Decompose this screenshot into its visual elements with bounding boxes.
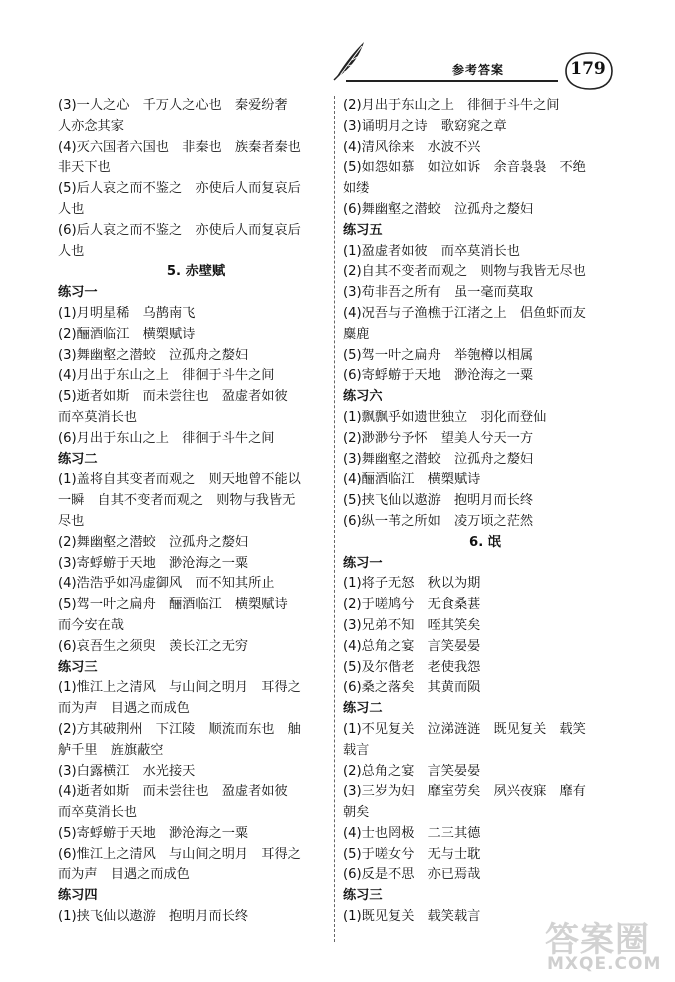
answer-line: (1)盈虚者如彼 而卒莫消长也	[343, 243, 520, 259]
answer-line: (4)况吾与子渔樵于江渚之上 侣鱼虾而友	[343, 305, 586, 321]
exercise-heading: 练习一	[343, 555, 383, 571]
answer-line: (1)盖将自其变者而观之 则天地曾不能以	[58, 472, 301, 488]
answer-line: (2)舞幽壑之潜蛟 泣孤舟之嫠妇	[58, 534, 249, 550]
answer-line: (1)既见复关 载笑载言	[343, 909, 481, 925]
answer-line: 麋鹿	[343, 326, 370, 342]
answer-line: 朝矣	[343, 805, 370, 821]
watermark-logo-text: 答案圈	[545, 920, 650, 960]
answer-line: (1)不见复关 泣涕涟涟 既见复关 载笑	[343, 721, 586, 737]
answer-line: (5)及尔偕老 老使我怨	[343, 659, 481, 675]
section-title: 6. 氓	[469, 534, 501, 550]
exercise-heading: 练习一	[58, 285, 98, 301]
watermark	[545, 912, 665, 974]
exercise-heading: 练习六	[343, 389, 383, 405]
left-column	[58, 96, 326, 928]
exercise-heading: 练习二	[343, 701, 383, 717]
answer-line: (5)驾一叶之扁舟 举匏樽以相属	[343, 347, 534, 363]
answer-line: (5)寄蜉蝣于天地 渺沧海之一粟	[58, 825, 249, 841]
answer-line: (6)月出于东山之上 徘徊于斗牛之间	[58, 430, 275, 446]
answer-line: (6)后人哀之而不鉴之 亦使后人而复哀后	[58, 222, 301, 238]
answer-line: 人也	[58, 243, 85, 259]
answer-line: (3)寄蜉蝣于天地 渺沧海之一粟	[58, 555, 249, 571]
answer-line: (3)白露横江 水光接天	[58, 763, 196, 779]
answer-line: (2)自其不变者而观之 则物与我皆无尽也	[343, 264, 586, 280]
answer-line: (5)驾一叶之扁舟 酾酒临江 横槊赋诗	[58, 597, 288, 613]
exercise-heading: 练习三	[343, 888, 383, 904]
answer-line: (2)总角之宴 言笑晏晏	[343, 763, 481, 779]
answer-line: 如缕	[343, 181, 370, 197]
answer-line: (4)逝者如斯 而未尝往也 盈虚者如彼	[58, 784, 288, 800]
answer-line: (4)清风徐来 水波不兴	[343, 139, 481, 155]
answer-line: (2)方其破荆州 下江陵 顺流而东也 舳	[58, 721, 301, 737]
answer-line: (4)浩浩乎如冯虚御风 而不知其所止	[58, 576, 275, 592]
answer-line: (1)飘飘乎如遗世独立 羽化而登仙	[343, 409, 547, 425]
exercise-heading: 练习二	[58, 451, 98, 467]
answer-line: 一瞬 自其不变者而观之 则物与我皆无	[58, 493, 296, 509]
answer-line: (5)后人哀之而不鉴之 亦使后人而复哀后	[58, 181, 301, 197]
answer-line: (6)反是不思 亦已焉哉	[343, 867, 481, 883]
feather-icon	[330, 38, 370, 82]
answer-line: (2)于嗟鸠兮 无食桑葚	[343, 597, 481, 613]
answer-line: 人亦念其家	[58, 118, 124, 134]
answer-line: (6)舞幽壑之潜蛟 泣孤舟之嫠妇	[343, 201, 534, 217]
answer-line: (6)寄蜉蝣于天地 渺沧海之一粟	[343, 368, 534, 384]
section-title: 5. 赤壁赋	[166, 264, 226, 280]
answer-line: (1)将子无怒 秋以为期	[343, 576, 481, 592]
answer-line: (3)一人之心 千万人之心也 秦爱纷奢	[58, 98, 288, 113]
answer-line: (3)舞幽壑之潜蛟 泣孤舟之嫠妇	[58, 347, 249, 363]
answer-line: (4)酾酒临江 横槊赋诗	[343, 472, 481, 488]
answer-line: 而为声 目遇之而成色	[58, 867, 190, 883]
answer-line: (3)苟非吾之所有 虽一毫而莫取	[343, 285, 534, 301]
answer-line: (3)兄弟不知 咥其笑矣	[343, 617, 481, 633]
answer-line: 而为声 目遇之而成色	[58, 701, 190, 717]
right-column	[343, 96, 619, 928]
answer-line: 而卒莫消长也	[58, 409, 138, 425]
answer-line: (1)月明星稀 乌鹊南飞	[58, 305, 196, 321]
page-header	[0, 0, 675, 95]
answer-line: 人也	[58, 201, 85, 217]
answer-line: (5)如怨如慕 如泣如诉 余音袅袅 不绝	[343, 160, 586, 176]
answer-line: 而卒莫消长也	[58, 805, 138, 821]
answer-line: (3)舞幽壑之潜蛟 泣孤舟之嫠妇	[343, 451, 534, 467]
answer-line: 舻千里 旌旗蔽空	[58, 742, 164, 758]
answer-line: (4)月出于东山之上 徘徊于斗牛之间	[58, 368, 275, 384]
answer-line: (3)三岁为妇 靡室劳矣 夙兴夜寐 靡有	[343, 784, 586, 800]
page-number: 179	[570, 59, 606, 79]
answer-line: (5)挟飞仙以遨游 抱明月而长终	[343, 493, 534, 509]
answer-line: (3)诵明月之诗 歌窈窕之章	[343, 118, 507, 134]
exercise-heading: 练习五	[343, 222, 383, 238]
answer-line: (6)惟江上之清风 与山间之明月 耳得之	[58, 846, 301, 862]
header-rule	[346, 80, 558, 82]
answer-line: (6)纵一苇之所如 凌万顷之茫然	[343, 513, 534, 529]
answer-line: (2)酾酒临江 横槊赋诗	[58, 326, 196, 342]
answer-line: (5)逝者如斯 而未尝往也 盈虚者如彼	[58, 389, 288, 405]
answer-line: (2)渺渺兮予怀 望美人兮天一方	[343, 430, 534, 446]
answer-line: 非天下也	[58, 160, 111, 176]
answer-line: (6)桑之落矣 其黄而陨	[343, 680, 481, 696]
answer-line: (2)月出于东山之上 徘徊于斗牛之间	[343, 98, 560, 113]
page-number-badge	[560, 50, 616, 92]
answer-line: (4)灭六国者六国也 非秦也 族秦者秦也	[58, 139, 301, 155]
header-title: 参考答案	[452, 63, 505, 77]
answer-line: (6)哀吾生之须臾 羡长江之无穷	[58, 638, 249, 654]
answer-line: 而今安在哉	[58, 617, 124, 633]
answer-line: 尽也	[58, 513, 85, 529]
answer-line: (4)总角之宴 言笑晏晏	[343, 638, 481, 654]
answer-line: 载言	[343, 742, 370, 758]
answer-line: (1)惟江上之清风 与山间之明月 耳得之	[58, 680, 301, 696]
exercise-heading: 练习四	[58, 888, 98, 904]
column-divider	[334, 96, 335, 942]
answer-line: (4)士也罔极 二三其德	[343, 825, 481, 841]
answer-line: (5)于嗟女兮 无与士耽	[343, 846, 481, 862]
exercise-heading: 练习三	[58, 659, 98, 675]
answer-line: (1)挟飞仙以遨游 抱明月而长终	[58, 909, 249, 925]
watermark-url: MXQE.COM	[547, 954, 662, 974]
